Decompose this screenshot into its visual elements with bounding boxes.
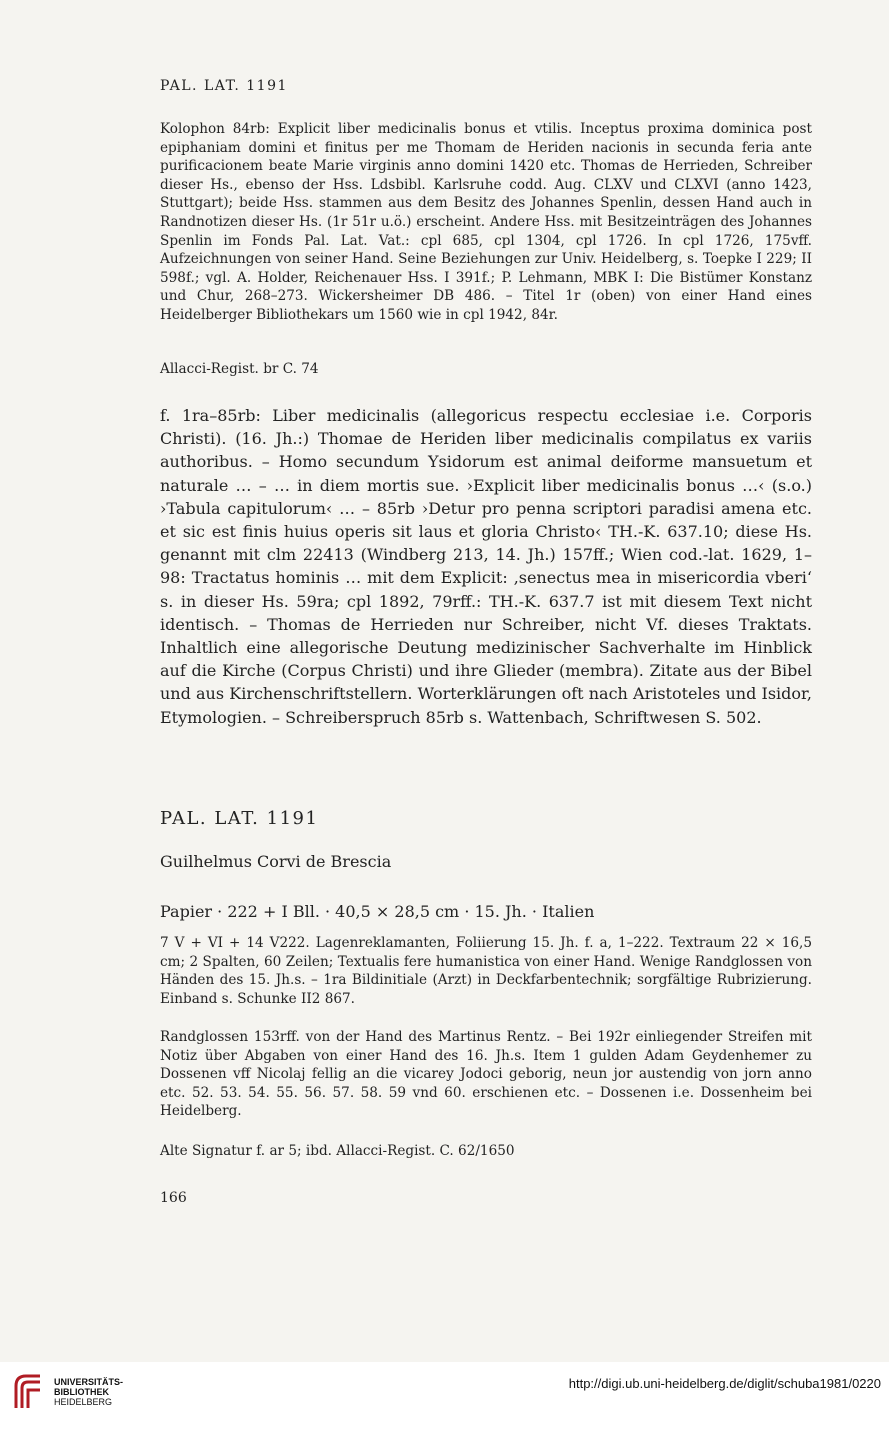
logo-line-3: HEIDELBERG <box>54 1397 113 1407</box>
physical-description: Papier · 222 + I Bll. · 40,5 × 28,5 cm · 15. Jh. · Italien <box>160 902 595 921</box>
running-head: PAL. LAT. 1191 <box>160 78 288 94</box>
logo-line-1: UNIVERSITÄTS- <box>54 1377 124 1387</box>
source-url-link[interactable]: http://digi.ub.uni-heidelberg.de/diglit/schuba1981/0220 <box>568 1376 881 1391</box>
entry-title: PAL. LAT. 1191 <box>160 808 319 829</box>
allacci-reference: Allacci-Regist. br C. 74 <box>160 361 319 377</box>
codicological-description: 7 V + VI + 14 V222. Lagenreklamanten, Foliierung 15. Jh. f. a, 1–222. Textraum 22 × 16,5 cm; 2 Spalten, 60 Zeilen; Textualis fere humanistica von einer Hand. Wenige Randglossen von Händen des 15. Jh.s. – 1ra Bildinitiale (Arzt) in Deckfarbentechnik; sorgfältige Rubrizierung. Einband s. Schunke II2 867. <box>160 935 812 1007</box>
library-logo <box>12 1372 123 1412</box>
library-logo-icon <box>12 1372 46 1412</box>
footer-bar <box>0 1362 889 1430</box>
entry-author: Guilhelmus Corvi de Brescia <box>160 852 392 871</box>
logo-line-2: BIBLIOTHEK <box>54 1387 109 1397</box>
content-description: f. 1ra–85rb: Liber medicinalis (allegoricus respectu ecclesiae i.e. Corporis Christi). (16. Jh.:) Thomae de Heriden liber medicinalis compilatus ex variis authoribus. – Homo secundum Ysidorum est animal deiforme mansuetum et naturale … – … in diem mortis sue. ›Explicit liber medicinalis bonus …‹ (s.o.) ›Tabula capitulorum‹ … – 85rb ›Detur pro penna scriptori paradisi amena etc. et sic est finis huius operis sit laus et gloria Christo‹ TH.-K. 637.10; diese Hs. genannt mit clm 22413 (Windberg 213, 14. Jh.) 157ff.; Wien cod.-lat. 1629, 1–98: Tractatus hominis … mit dem Explicit: ‚senectus mea in misericordia vberi‘ s. in dieser Hs. 59ra; cpl 1892, 79rff.: TH.-K. 637.7 ist mit diesem Text nicht identisch. – Thomas de Herrieden nur Schreiber, nicht Vf. dieses Traktats. Inhaltlich eine allegorische Deutung medizinischer Sachverhalte im Hinblick auf die Kirche (Corpus Christi) und ihre Glieder (membra). Zitate aus der Bibel und aus Kirchenschriftstellern. Worterklärungen oft nach Aristoteles und Isidor, Etymologien. – Schreiberspruch 85rb s. Wattenbach, Schriftwesen S. 502. <box>160 406 812 727</box>
old-signature: Alte Signatur f. ar 5; ibd. Allacci-Regist. C. 62/1650 <box>160 1143 515 1159</box>
randglossen-paragraph: Randglossen 153rff. von der Hand des Martinus Rentz. – Bei 192r einliegender Streifen mit Notiz über Abgaben von einer Hand des 16. Jh.s. Item 1 gulden Adam Geydenhemer zu Dossenen vff Nicolaj fellig an die vicarey Jodoci geborig, neun jor austendig von jorn anno etc. 52. 53. 54. 55. 56. 57. 58. 59 vnd 60. erschienen etc. – Dossenen i.e. Dossenheim bei Heidelberg. <box>160 1029 812 1120</box>
kolophon-paragraph: Kolophon 84rb: Explicit liber medicinalis bonus et vtilis. Inceptus proxima dominica post epiphaniam domini et finitus per me Thomam de Heriden nacionis in secunda feria ante purificacionem beate Marie virginis anno domini 1420 etc. Thomas de Herrieden, Schreiber dieser Hs., ebenso der Hss. Ldsbibl. Karlsruhe codd. Aug. CLXV und CLXVI (anno 1423, Stuttgart); beide Hss. stammen aus dem Besitz des Johannes Spenlin, dessen Hand auch in Randnotizen dieser Hs. (1r 51r u.ö.) erscheint. Andere Hss. mit Besitzeinträgen des Johannes Spenlin im Fonds Pal. Lat. Vat.: cpl 685, cpl 1304, cpl 1726. In cpl 1726, 175vff. Aufzeichnungen von seiner Hand. Seine Beziehungen zur Univ. Heidelberg, s. Toepke I 229; II 598f.; vgl. A. Holder, Reichenauer Hss. I 391f.; P. Lehmann, MBK I: Die Bistümer Konstanz und Chur, 268–273. Wickersheimer DB 486. – Titel 1r (oben) von einer Hand eines Heidelberger Bibliothekars um 1560 wie in cpl 1942, 84r. <box>160 121 812 323</box>
page-number: 166 <box>160 1190 187 1206</box>
